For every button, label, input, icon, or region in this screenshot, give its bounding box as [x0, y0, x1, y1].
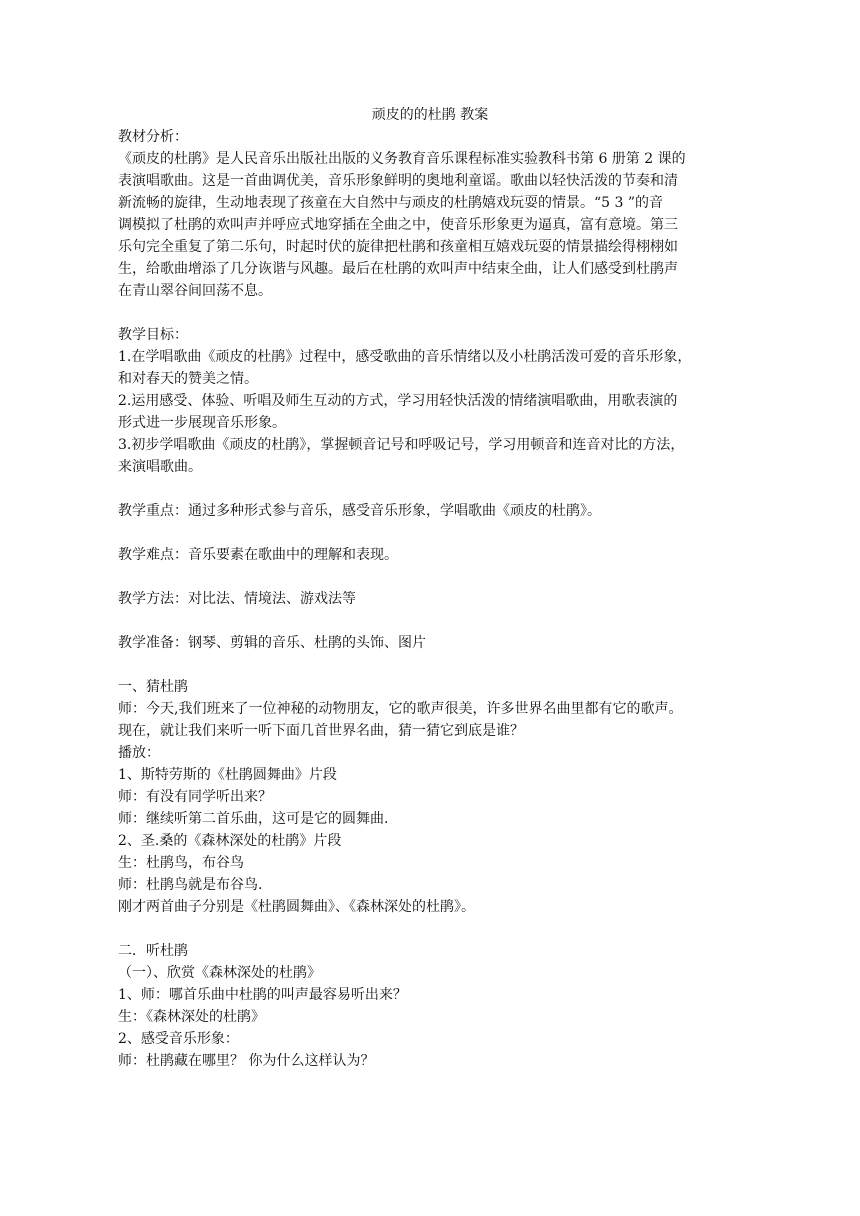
goal-line: 3.初步学唱歌曲《顽皮的杜鹃》，掌握顿音记号和呼吸记号，学习用顿音和连音对比的方法， — [118, 437, 685, 453]
analysis-line: 《顽皮的杜鹃》是人民音乐出版社出版的义务教育音乐课程标准实验教科书第 6 册第 2 课的 — [118, 151, 686, 167]
goal-line: 2.运用感受、体验、听唱及师生互动的方式，学习用轻快活泼的情绪演唱歌曲，用歌表演的 — [118, 393, 678, 409]
analysis-line: 生，给歌曲增添了几分诙谐与风趣。最后在杜鹃的欢叫声中结束全曲，让人们感受到杜鹃声 — [118, 261, 678, 277]
section2-line: 师：杜鹃藏在哪里？ 你为什么这样认为？ — [118, 1053, 375, 1069]
spacer — [118, 610, 742, 632]
section2-line: （一）、欣赏《森林深处的杜鹃》 — [118, 965, 321, 981]
analysis-heading: 教材分析： — [118, 129, 188, 145]
goal-line: 来演唱歌曲。 — [118, 459, 202, 475]
spacer — [118, 522, 742, 544]
section1-line: 播放： — [118, 745, 160, 761]
section1-line: 师：今天,我们班来了一位神秘的动物朋友，它的歌声很美，许多世界名曲里都有它的歌声。 — [118, 701, 683, 717]
analysis-line: 在青山翠谷间回荡不息。 — [118, 283, 272, 299]
goals-heading: 教学目标： — [118, 327, 188, 343]
goal-line: 和对春天的赞美之情。 — [118, 371, 258, 387]
section1-line: 师：杜鹃鸟就是布谷鸟. — [118, 877, 263, 893]
section2-line: 1、师：哪首乐曲中杜鹃的叫声最容易听出来？ — [118, 987, 407, 1003]
methods: 教学方法：对比法、情境法、游戏法等 — [118, 591, 356, 607]
spacer — [118, 302, 742, 324]
section1-line: 1、斯特劳斯的《杜鹃圆舞曲》片段 — [118, 767, 337, 783]
preparation: 教学准备：钢琴、剪辑的音乐、杜鹃的头饰、图片 — [118, 635, 426, 651]
goal-line: 1.在学唱歌曲《顽皮的杜鹃》过程中，感受歌曲的音乐情绪以及小杜鹃活泼可爱的音乐形象， — [118, 349, 692, 365]
section1-line: 刚才两首曲子分别是《杜鹃圆舞曲》、《森林深处的杜鹃》。 — [118, 899, 475, 915]
analysis-line: 乐句完全重复了第二乐句，时起时伏的旋律把杜鹃和孩童相互嬉戏玩耍的情景描绘得栩栩如 — [118, 239, 678, 255]
section2-line: 生：《森林深处的杜鹃》 — [118, 1009, 265, 1025]
document-title: 顽皮的的杜鹃 教案 — [371, 107, 489, 123]
section1-line: 现在，就让我们来听一听下面几首世界名曲，猜一猜它到底是谁？ — [118, 723, 524, 739]
analysis-line: 表演唱歌曲。这是一首曲调优美，音乐形象鲜明的奥地利童谣。歌曲以轻快活泼的节奏和清 — [118, 173, 678, 189]
spacer — [118, 654, 742, 676]
spacer — [118, 918, 742, 940]
section2-heading: 二．听杜鹃 — [118, 943, 188, 959]
document-page — [118, 104, 742, 1072]
spacer — [118, 478, 742, 500]
analysis-line: 新流畅的旋律，生动地表现了孩童在大自然中与顽皮的杜鹃嬉戏玩耍的情景。“5 3 ”的音 — [118, 195, 664, 211]
section1-line: 生：杜鹃鸟，布谷鸟 — [118, 855, 244, 871]
section1-heading: 一、猜杜鹃 — [118, 679, 188, 695]
spacer — [118, 566, 742, 588]
section2-line: 2、感受音乐形象： — [118, 1031, 239, 1047]
difficulty: 教学难点：音乐要素在歌曲中的理解和表现。 — [118, 547, 398, 563]
key-point: 教学重点：通过多种形式参与音乐，感受音乐形象，学唱歌曲《顽皮的杜鹃》。 — [118, 503, 601, 519]
section1-line: 师：继续听第二首乐曲，这可是它的圆舞曲. — [118, 811, 389, 827]
section1-line: 师：有没有同学听出来？ — [118, 789, 272, 805]
section1-line: 2、圣.桑的《森林深处的杜鹃》片段 — [118, 833, 342, 849]
analysis-line: 调模拟了杜鹃的欢叫声并呼应式地穿插在全曲之中，使音乐形象更为逼真，富有意境。第三 — [118, 217, 678, 233]
goal-line: 形式进一步展现音乐形象。 — [118, 415, 286, 431]
